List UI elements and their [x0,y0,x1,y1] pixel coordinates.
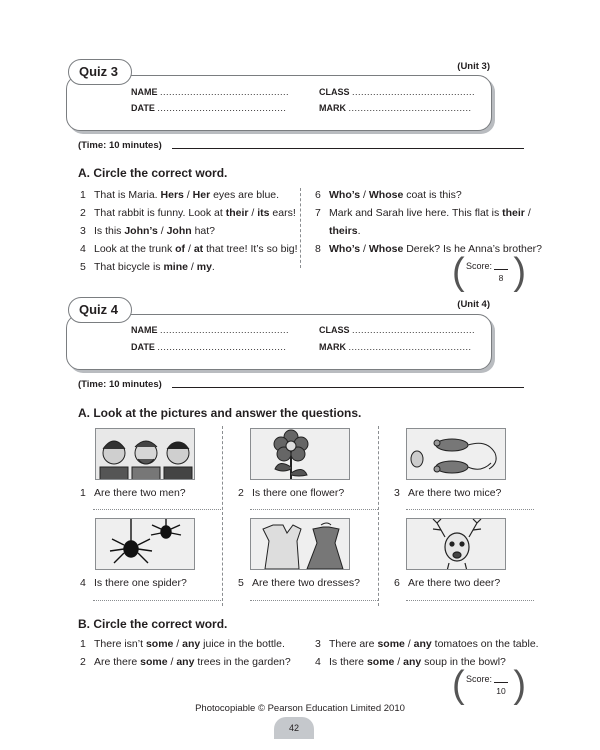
quiz4-question-6: 6 Are there two deer? [394,577,501,589]
quiz3-score-total: 8 [498,273,504,283]
quiz4-class-field[interactable]: CLASS ......................................... [319,325,476,335]
option-b[interactable]: at [193,243,204,255]
quiz3-mark-field[interactable]: MARK ......................................... [319,103,472,113]
option-b[interactable]: Whose [368,243,404,255]
quiz4-question-2: 2 Is there one flower? [238,487,345,499]
quiz4-b-item: 2 Are there some / any trees in the garden? [80,656,291,668]
quiz4-question-3: 3 Are there two mice? [394,487,502,499]
spiders-picture [95,518,195,570]
option-b[interactable]: John [166,225,192,237]
quiz3-score-label: Score: [466,261,493,271]
quiz4-answer-line-5[interactable] [250,600,378,601]
option-b[interactable]: any [413,638,432,650]
quiz4-mark-label: MARK [319,342,346,352]
flower-picture [250,428,350,480]
quiz4-title: Quiz 4 [68,297,132,323]
quiz4-b-item: 4 Is there some / any soup in the bowl? [315,656,506,668]
option-b[interactable]: any [182,638,201,650]
option-a[interactable]: their [225,207,249,219]
quiz3-unit: (Unit 3) [457,61,490,72]
quiz3-time: (Time: 10 minutes) [78,140,162,151]
quiz3-item: 5 That bicycle is mine / my. [80,261,215,273]
quiz4-b-item: 3 There are some / any tomatoes on the table. [315,638,539,650]
quiz3-item: 7 Mark and Sarah live here. This flat is their / [315,207,531,219]
quiz3-title: Quiz 3 [68,59,132,85]
quiz3-item: 3 Is this John’s / John hat? [80,225,216,237]
quiz3-name-field[interactable]: NAME ........................................... [131,87,290,97]
quiz4-date-field[interactable]: DATE ........................................... [131,342,287,352]
option-a[interactable]: of [175,243,186,255]
option-a[interactable]: some [366,656,395,668]
quiz4-column-divider-1 [222,426,223,606]
quiz4-question-5: 5 Are there two dresses? [238,577,360,589]
quiz3-item: 2 That rabbit is funny. Look at their / its ears! [80,207,296,219]
quiz3-section-a-title: A. Circle the correct word. [78,166,228,180]
quiz3-mark-label: MARK [319,103,346,113]
quiz4-answer-line-4[interactable] [93,600,221,601]
quiz3-item: 1 That is Maria. Hers / Her eyes are blue. [80,189,280,201]
option-a[interactable]: their [502,207,525,219]
quiz4-name-label: NAME [131,325,158,335]
option-b[interactable]: my [196,261,212,273]
quiz4-answer-line-3[interactable] [406,509,534,510]
option-a[interactable]: Who’s [329,243,361,255]
quiz4-section-a-title: A. Look at the pictures and answer the questions. [78,406,362,420]
quiz4-name-field[interactable]: NAME ........................................... [131,325,290,335]
quiz3-date-field[interactable]: DATE ........................................... [131,103,287,113]
deer-picture [406,518,506,570]
quiz3-class-label: CLASS [319,87,350,97]
quiz4-date-label: DATE [131,342,155,352]
copyright-footer: Photocopiable © Pearson Education Limited 2010 [195,703,405,714]
quiz4-score-label: Score: [466,674,493,684]
dresses-picture [250,518,350,570]
quiz4-mark-field[interactable]: MARK ......................................... [319,342,472,352]
quiz3-item: theirs. [329,225,361,237]
option-a[interactable]: some [145,638,174,650]
option-a[interactable]: Hers [160,189,184,201]
quiz3-date-label: DATE [131,103,155,113]
quiz4-time: (Time: 10 minutes) [78,379,162,390]
quiz3-name-label: NAME [131,87,158,97]
three-men-picture [95,428,195,480]
quiz4-question-4: 4 Is there one spider? [80,577,187,589]
option-a[interactable]: theirs [329,225,358,237]
quiz3-class-field[interactable]: CLASS ......................................... [319,87,476,97]
quiz4-class-label: CLASS [319,325,350,335]
option-a[interactable]: some [377,638,405,650]
quiz3-item: 8 Who’s / Whose Derek? Is he Anna’s brother? [315,243,543,255]
quiz4-unit: (Unit 4) [457,299,490,310]
quiz4-score-box: ( ) Score: 10 [452,664,526,706]
option-a[interactable]: John’s [124,225,158,237]
option-b[interactable]: Her [192,189,211,201]
option-a[interactable]: some [140,656,168,668]
quiz3-item: 4 Look at the trunk of / at that tree! It’s so big! [80,243,298,255]
quiz4-answer-line-6[interactable] [406,600,534,601]
option-b[interactable]: its [257,207,270,219]
quiz4-score-total: 10 [496,686,506,696]
option-a[interactable]: mine [163,261,188,273]
quiz3-score-box: ( ) Score: 8 [452,251,526,293]
option-b[interactable]: Whose [368,189,404,201]
option-b[interactable]: any [403,656,422,668]
option-b[interactable]: any [176,656,195,668]
quiz4-answer-line-2[interactable] [250,509,378,510]
option-a[interactable]: Who’s [329,189,361,201]
quiz4-column-divider-2 [378,426,379,606]
mice-picture [406,428,506,480]
quiz4-answer-line-1[interactable] [93,509,221,510]
quiz4-b-item: 1 There isn’t some / any juice in the bottle. [80,638,285,650]
quiz3-time-line [172,148,524,149]
quiz4-question-1: 1 Are there two men? [80,487,186,499]
quiz3-item: 6 Who’s / Whose coat is this? [315,189,462,201]
quiz3-column-divider [300,188,301,268]
page-number: 42 [274,717,314,739]
quiz4-section-b-title: B. Circle the correct word. [78,617,228,631]
quiz4-time-line [172,387,524,388]
